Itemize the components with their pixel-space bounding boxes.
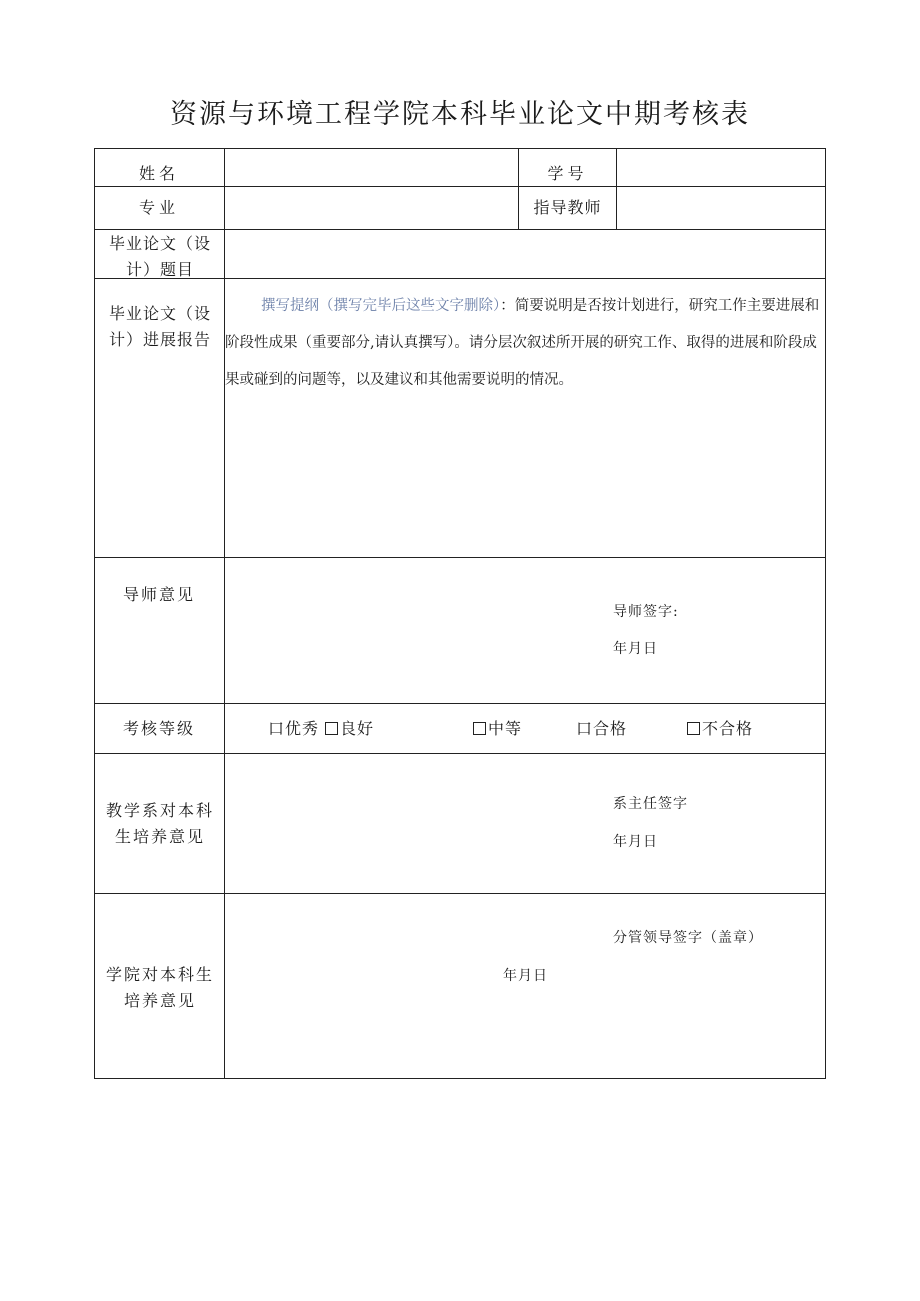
major-label: 专业 — [138, 198, 179, 217]
row-divider — [94, 557, 826, 558]
grade-option-pass[interactable]: 口合格 — [576, 719, 628, 738]
advisor-signature-label: 导师签字: — [613, 604, 679, 620]
college-opinion-label: 学院对本科生培养意见 — [105, 965, 214, 1010]
dept-date-label: 年月日 — [613, 834, 658, 850]
name-label: 姓名 — [138, 164, 179, 183]
major-field[interactable] — [225, 187, 517, 229]
page-title: 资源与环境工程学院本科毕业论文中期考核表 — [170, 99, 750, 130]
progress-report-label: 毕业论文（设计）进展报告 — [108, 304, 211, 349]
progress-instructions: ：简要说明是否按计划进行，研究工作主要进展和阶段性成果（重要部分,请认真撰写）。请分层次叙述所开展的研究工作、取得的进展和阶段成果或碰到的问题等，以及建议和其他需要说明的情况。 — [225, 298, 820, 388]
college-date-label: 年月日 — [503, 968, 548, 984]
checkbox-icon — [473, 722, 486, 735]
outline-hint: 撰写提纲（撰写完毕后这些文字删除） — [261, 298, 501, 314]
checkbox-icon — [325, 722, 338, 735]
student-id-field[interactable] — [617, 149, 825, 186]
advisor-date-label: 年月日 — [613, 641, 658, 657]
advisor-field[interactable] — [617, 187, 825, 229]
table-border-bottom — [94, 1078, 826, 1079]
thesis-title-label: 毕业论文（设计）题目 — [108, 234, 211, 279]
progress-report-text[interactable] — [225, 288, 825, 399]
row-divider — [94, 753, 826, 754]
grade-option-medium[interactable]: 中等 — [473, 716, 522, 742]
grade-option-good[interactable]: 良好 — [325, 716, 374, 742]
advisor-label: 指导教师 — [533, 198, 602, 217]
advisor-opinion-label: 导师意见 — [122, 585, 195, 604]
row-divider — [94, 703, 826, 704]
table-border-right — [825, 148, 826, 1079]
checkbox-icon — [687, 722, 700, 735]
table-border-left — [94, 148, 95, 1079]
college-signature-label: 分管领导签字（盖章） — [613, 930, 763, 946]
grade-option-excellent[interactable]: 口优秀 — [268, 719, 320, 738]
name-field[interactable] — [225, 149, 517, 186]
thesis-title-field[interactable] — [225, 230, 825, 278]
assessment-form-table — [94, 148, 826, 1078]
dept-signature-label: 系主任签字 — [613, 796, 688, 812]
row-divider — [94, 893, 826, 894]
dept-opinion-label: 教学系对本科生培养意见 — [105, 801, 214, 846]
grade-option-fail[interactable]: 不合格 — [687, 716, 753, 742]
student-id-label: 学号 — [547, 164, 588, 183]
grade-label: 考核等级 — [122, 719, 195, 738]
